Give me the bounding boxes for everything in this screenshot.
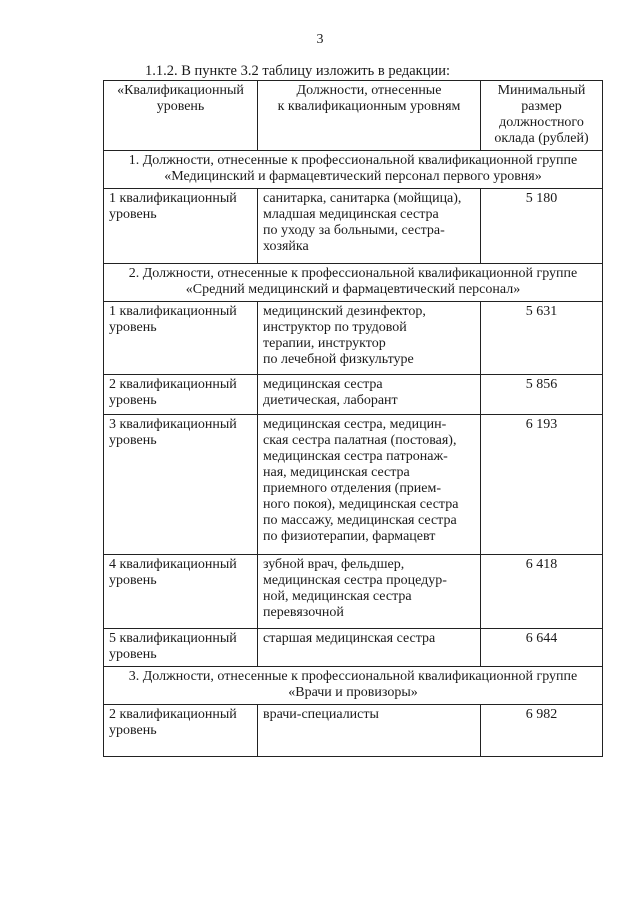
group-title: 3. Должности, отнесенные к профессиональной квалификационной группе «Врачи и провизоры» <box>104 667 603 705</box>
positions-cell: зубной врач, фельдшер, медицинская сестра процедур- ной, медицинская сестра перевязочной <box>258 555 481 629</box>
group-row <box>104 151 603 189</box>
positions-cell: старшая медицинская сестра <box>258 629 481 667</box>
positions-cell: санитарка, санитарка (мойщица), младшая медицинская сестра по уходу за больными, сестра- хозяйка <box>258 189 481 264</box>
table-header-row <box>104 81 603 151</box>
group-title: 2. Должности, отнесенные к профессиональной квалификационной группе «Средний медицинский и фармацевтический персонал» <box>104 264 603 302</box>
level-cell: 5 квалификационный уровень <box>104 629 258 667</box>
salary-cell: 5 631 <box>481 302 603 375</box>
salary-cell: 6 982 <box>481 705 603 757</box>
group-row <box>104 667 603 705</box>
table-row <box>104 705 603 757</box>
salary-cell: 5 856 <box>481 375 603 415</box>
salary-cell: 5 180 <box>481 189 603 264</box>
salary-cell: 6 644 <box>481 629 603 667</box>
table-row <box>104 415 603 555</box>
positions-cell: врачи-специалисты <box>258 705 481 757</box>
table-row <box>104 375 603 415</box>
group-row <box>104 264 603 302</box>
header-salary: Минимальный размер должностного оклада (рублей) <box>481 81 603 151</box>
table-row <box>104 629 603 667</box>
salary-cell: 6 418 <box>481 555 603 629</box>
level-cell: 1 квалификационный уровень <box>104 302 258 375</box>
level-cell: 2 квалификационный уровень <box>104 375 258 415</box>
positions-cell: медицинская сестра диетическая, лаборант <box>258 375 481 415</box>
header-positions: Должности, отнесенные к квалификационным уровням <box>258 81 481 151</box>
table-row <box>104 189 603 264</box>
header-level: «Квалификационный уровень <box>104 81 258 151</box>
level-cell: 4 квалификационный уровень <box>104 555 258 629</box>
salary-table <box>103 80 603 757</box>
table-row <box>104 555 603 629</box>
level-cell: 2 квалификационный уровень <box>104 705 258 757</box>
level-cell: 1 квалификационный уровень <box>104 189 258 264</box>
page-number: 3 <box>316 32 324 47</box>
table-row <box>104 302 603 375</box>
positions-cell: медицинская сестра, медицин- ская сестра палатная (постовая), медицинская сестра патронаж- ная, медицинская сестра приемного отделения (прием- ного покоя), медицинская сестра по массажу, медицинская сестра по физиотерапии, фармацевт <box>258 415 481 555</box>
salary-cell: 6 193 <box>481 415 603 555</box>
level-cell: 3 квалификационный уровень <box>104 415 258 555</box>
group-title: 1. Должности, отнесенные к профессиональной квалификационной группе «Медицинский и фармацевтический персонал первого уровня» <box>104 151 603 189</box>
positions-cell: медицинский дезинфектор, инструктор по трудовой терапии, инструктор по лечебной физкультуре <box>258 302 481 375</box>
intro-paragraph: 1.1.2. В пункте 3.2 таблицу изложить в редакции: <box>145 63 451 79</box>
